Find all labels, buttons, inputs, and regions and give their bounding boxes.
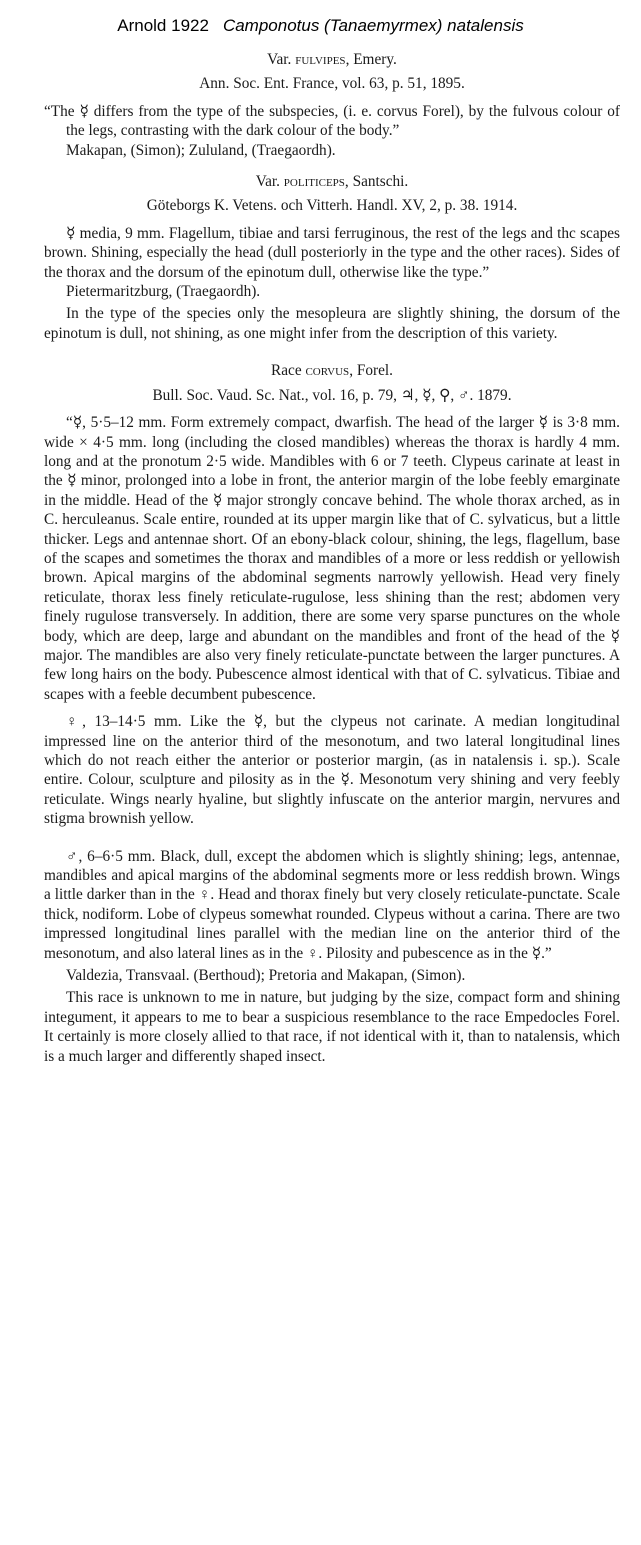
quote-fulvipes: “The ☿ differs from the type of the subspecies, (i. e. corvus Forel), by the fulvous colour of the legs, contrasting with the dark colour of the body.”	[44, 102, 620, 140]
page-header	[0, 16, 641, 36]
citation-fulvipes: Ann. Soc. Ent. France, vol. 63, p. 51, 1895.	[199, 75, 465, 93]
localities-politiceps: Pietermaritzburg, (Traegaordh).	[66, 283, 261, 301]
male-description-corvus: ♂, 6–6·5 mm. Black, dull, except the abdomen which is slightly shining; legs, antennae, mandibles and apical margins of the abdominal segments more or less reddish brown. Wings a little darker than in the ♀. Head and thorax finely but very closely reticulate-punctate. Scale thick, nodiform. Lobe of clypeus somewhat rounded. Clypeus without a carina. There are two impressed longitudinal lines parallel with the median line on the anterior third of the mesonotum, and also lateral lines as in the ♀. Pilosity and pubescence as in the ☿.”	[44, 847, 620, 962]
heading-race-corvus: Race corvus, Forel.	[271, 362, 393, 380]
worker-description-corvus: “☿, 5·5–12 mm. Form extremely compact, dwarfish. The head of the larger ☿ is 3·8 mm. wide × 4·5 mm. long (including the closed mandibles) whereas the thorax is hardly 4 mm. long and at the pronotum 2·5 wide. Mandibles with 6 or 7 teeth. Clypeus carinate at least in the ☿ minor, prolonged into a lobe in front, the anterior margin of the lobe feebly emarginate in the middle. Head of the ☿ major strongly concave behind. The whole thorax arched, as in C. herculeanus. Scale entire, rounded at its upper margin like that of C. sylvaticus, but a little thicker. Legs and antennae short. Of an ebony-black colour, shining, the legs, flagellum, base of the scapes and sometimes the thorax and mandibles of a more or less reddish or yellowish brown. Apical margins of the abdominal segments narrowly yellowish. Head very finely reticulate, thorax less finely reticulate-rugulose, less shining than the rest; abdomen very finely rugulose transversely. In addition, there are some very sparse punctures on the whole body, which are deep, large and abundant on the mandibles and front of the head of the ☿ major. The mandibles are also very finely reticulate-punctate between the larger punctures. A few long hairs on the body. Pubescence almost identical with that of C. sylvaticus. Tibiae and scapes with a feeble decumbent pubescence.	[44, 414, 620, 703]
header-author-year: Arnold 1922	[117, 16, 209, 35]
female-description-corvus: ♀, 13–14·5 mm. Like the ☿, but the clypeus not carinate. A median longitudinal impressed line on the anterior third of the mesonotum, and two lateral longitudinal lines which do not reach either the anterior or posterior margin, (as in natalensis i. sp.). Scale entire. Colour, sculpture and pilosity as in the ☿. Mesonotum very shining and very feebly reticulate. Wings nearly hyaline, but slightly infuscate on the anterior margin, nervures and stigma brownish yellow.	[44, 713, 620, 828]
heading-var-politiceps: Var. politiceps, Santschi.	[255, 173, 409, 191]
citation-corvus: Bull. Soc. Vaud. Sc. Nat., vol. 16, p. 79, ♃, ☿, ⚲, ♂. 1879.	[152, 386, 512, 404]
heading-var-fulvipes: Var. fulvipes, Emery.	[267, 51, 397, 68]
citation-politiceps: Göteborgs K. Vetens. och Vitterh. Handl. XV, 2, p. 38. 1914.	[146, 197, 518, 215]
document-body	[44, 50, 620, 1066]
localities-fulvipes: Makapan, (Simon); Zululand, (Traegaordh).	[66, 141, 336, 159]
note-politiceps: In the type of the species only the mesopleura are slightly shining, the dorsum of the epinotum is dull, not shining, as one might infer from the description of this variety.	[44, 305, 620, 342]
quote-politiceps: ☿ media, 9 mm. Flagellum, tibiae and tarsi ferruginous, the rest of the legs and thc scapes brown. Shining, especially the head (dull posteriorly in the type and the other races). Sides of the thorax and the dorsum of the epinotum dull, otherwise like the type.”	[44, 224, 620, 281]
header-taxon: Camponotus (Tanaemyrmex) natalensis	[222, 16, 524, 35]
localities-corvus: Valdezia, Transvaal. (Berthoud); Pretoria and Makapan, (Simon).	[66, 967, 466, 985]
remark-corvus: This race is unknown to me in nature, but judging by the size, compact form and shining integument, it appears to me to bear a suspicious resemblance to the race Empedocles Forel. It certainly is more closely allied to that race, if not identical with it, than to natalensis, which is a much larger and differently shaped insect.	[44, 989, 620, 1065]
